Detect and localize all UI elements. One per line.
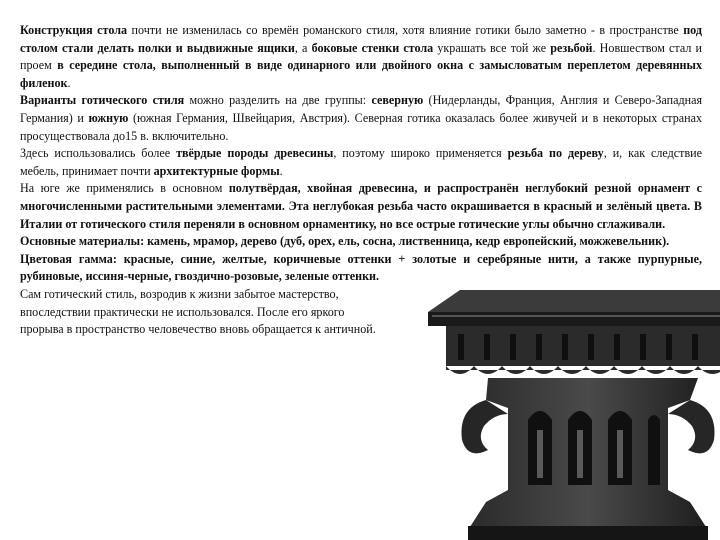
table-top-edge [428, 312, 720, 326]
text-span: Здесь использовались более [20, 146, 177, 161]
text-span: можно разделить на две группы: [184, 93, 372, 108]
term-side-walls: боковые стенки стола [311, 40, 434, 55]
text-span: украшать все той же [433, 40, 551, 55]
term-northern: северную [371, 93, 424, 108]
paragraph-color-palette [20, 251, 702, 286]
text-span: , поэтому широко применяется [333, 146, 508, 161]
term-color-palette: Цветовая гамма: красные, синие, желтые, коричневые оттенки + золотые и серебряные нити, а также пурпурные, рубиновые, иссиня-черные, гвоздично-розовые, зеленые оттенки. [20, 251, 702, 284]
text-line: впоследствии практически не использовался. После его яркого [20, 304, 345, 319]
apron-scallops [446, 366, 720, 374]
term-window-opening: в середине стола, выполненный в виде одинарного или двойного окна с замысловатым переплетом деревянных филенок [20, 58, 703, 90]
gothic-table-photo [428, 290, 720, 540]
term-architectural-forms: архитектурные формы [153, 163, 280, 178]
text-line: Сам готический стиль, возродив к жизни забытое мастерство, [20, 286, 339, 301]
text-span: почти не изменилась со времён романского стиля, хотя влияние готики было заметно - в пространстве [127, 23, 684, 37]
paragraph-table-construction [20, 22, 702, 92]
term-table-construction: Конструкция стола [20, 23, 128, 37]
text-span: . [279, 163, 283, 178]
term-hardwood: твёрдые породы древесины [176, 146, 334, 161]
text-span: (Нидерланды, Франция, Англия и Северо-Западная Германия) и [20, 93, 703, 125]
term-shelves-drawers: под столом стали делать полки и выдвижные ящики [20, 23, 702, 55]
table-top-highlight [432, 315, 720, 317]
table-top [428, 290, 720, 312]
term-carving: резьбой [550, 40, 593, 55]
paragraph-gothic-variants [20, 92, 702, 145]
paragraph-materials [20, 233, 702, 251]
text-span: , а [294, 40, 312, 55]
paragraph-hardwood [20, 145, 702, 180]
table-base [468, 526, 708, 540]
left-scroll [462, 400, 509, 453]
term-materials: Основные материалы: камень, мрамор, дерево (дуб, орех, ель, сосна, лиственница, кедр европейский, можжевельник). [20, 234, 670, 249]
text-span: , и, как следствие мебель, принимает почти [20, 146, 702, 178]
text-span: . Новшеством стал и проем [20, 40, 703, 73]
term-southern: южную [88, 110, 129, 125]
right-scroll [668, 400, 715, 453]
paragraph-southern-gothic [20, 180, 702, 233]
term-gothic-variants: Варианты готического стиля [20, 93, 185, 108]
term-wood-carving: резьба по дереву [507, 146, 604, 161]
paragraph-conclusion [20, 286, 440, 339]
text-line: прорыва в пространство человечество вновь обращается к античной. [20, 322, 376, 337]
term-softwood-ornament: полутвёрдая, хвойная древесина, и распространён неглубокий резной орнамент с многочисленными растительными элементами. Эта неглубокая резьба часто окрашивается в красный и зелёный цвета. В Италии от готического стиля переняли в основном орнаментику, но все острые готические углы обычно сглаживали. [20, 181, 702, 231]
text-span: . [67, 75, 71, 90]
text-span: На юге же применялись в основном [20, 181, 229, 196]
text-span: (южная Германия, Швейцария, Австрия). Северная готика оказалась более живучей и в некоторых странах просуществовала до15 в. включительно. [20, 110, 703, 143]
